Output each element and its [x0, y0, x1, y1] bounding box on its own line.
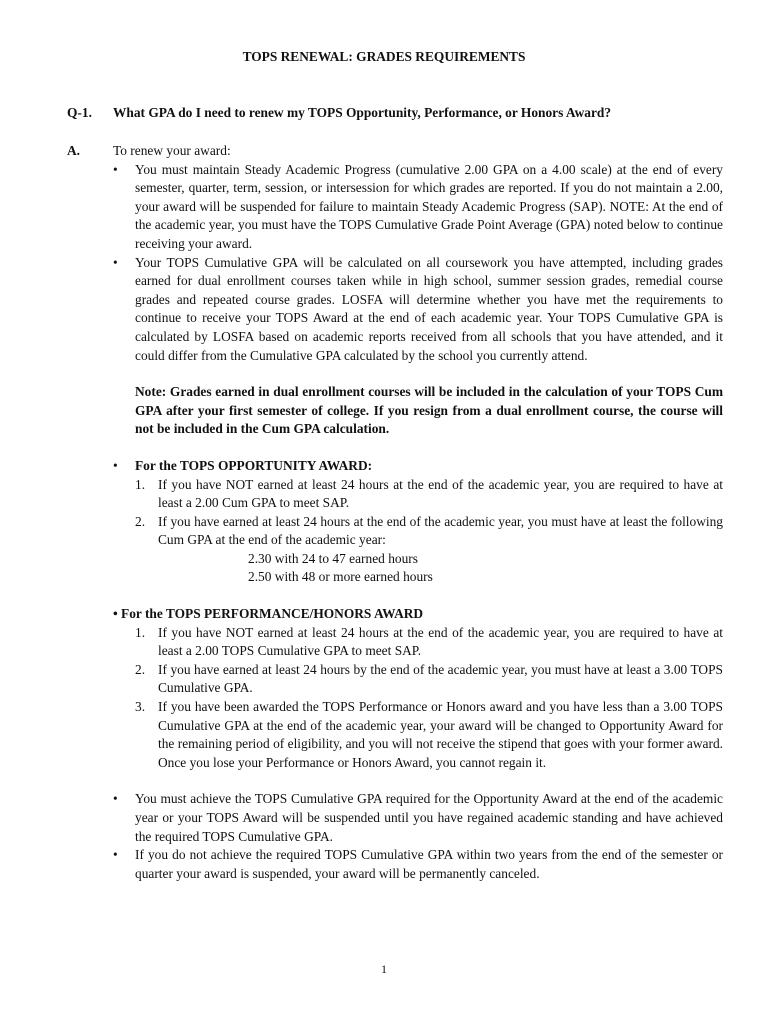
- dual-enrollment-note: Note: Grades earned in dual enrollment courses will be included in the calculation of your TOPS Cum GPA after your first semester of college. If you resign from a dual enrollment course, the course will not be included in the Cum GPA calculation.: [135, 384, 723, 437]
- page-title: TOPS RENEWAL: GRADES REQUIREMENTS: [242, 49, 526, 64]
- item-number: 1.: [135, 624, 146, 640]
- bullet-text: You must achieve the TOPS Cumulative GPA required for the Opportunity Award at the end of the academic year or your TOPS Award will be suspended until you have regained academic standing and have achieved the required TOPS Cumulative GPA.: [135, 791, 723, 844]
- answer-label: A.: [67, 143, 81, 158]
- answer-intro: To renew your award:: [113, 143, 231, 158]
- item-text: If you have earned at least 24 hours at the end of the academic year, you must have at least the following Cum GPA at the end of the academic year:: [158, 513, 723, 548]
- list-item: [113, 698, 723, 772]
- list-item: [113, 790, 723, 846]
- list-item: [113, 476, 723, 513]
- item-number: 1.: [135, 476, 146, 492]
- item-number: 2.: [135, 661, 146, 677]
- item-text: If you have earned at least 24 hours by the end of the academic year, you must have at least a 3.00 TOPS Cumulative GPA.: [158, 661, 723, 696]
- question-text: What GPA do I need to renew my TOPS Opportunity, Performance, or Honors Award?: [113, 105, 612, 120]
- list-item: [113, 661, 723, 698]
- item-number: 3.: [135, 699, 146, 715]
- bullet-text: Your TOPS Cumulative GPA will be calculated on all coursework you have attempted, including grades earned for dual enrollment courses taken while in high school, summer session grades, remedial course grades and repeated course grades. LOSFA will determine whether you have met the requirements to continue to receive your TOPS Award at the end of each academic year. Your TOPS Cumulative GPA is calculated by LOSFA based on academic reports received from all schools that you have attended, and it could differ from the Cumulative GPA calculated by the school you currently attend.: [135, 254, 723, 363]
- list-item: [113, 624, 723, 661]
- performance-section: [113, 605, 723, 772]
- item-text: If you have NOT earned at least 24 hours at the end of the academic year, you are required to have at least a 2.00 TOPS Cumulative GPA to meet SAP.: [158, 624, 723, 659]
- opportunity-section: [113, 457, 723, 587]
- opportunity-list: [113, 476, 723, 550]
- bullet-text: If you do not achieve the required TOPS Cumulative GPA within two years from the end of the semester or quarter your award is suspended, your award will be permanently canceled.: [135, 847, 723, 881]
- bullet-icon: •: [113, 791, 118, 807]
- list-item: [113, 254, 723, 366]
- opportunity-heading: [113, 457, 723, 476]
- bullet-icon: •: [113, 847, 118, 863]
- bullet-icon: •: [113, 457, 118, 473]
- performance-heading: • For the TOPS PERFORMANCE/HONORS AWARD: [113, 606, 424, 622]
- list-item: [113, 846, 723, 883]
- item-text: If you have NOT earned at least 24 hours at the end of the academic year, you are required to have at least a 2.00 Cum GPA to meet SAP.: [158, 476, 723, 511]
- bullet-icon: •: [113, 254, 118, 270]
- gpa-requirement: 2.30 with 24 to 47 earned hours: [248, 550, 418, 566]
- item-text: If you have been awarded the TOPS Performance or Honors award and you have less than a 3.00 TOPS Cumulative GPA at the end of the academic year, your award will be changed to Opportunity Award for the remaining period of eligibility, and you will not receive the stipend that goes with your former award. Once you lose your Performance or Honors Award, you cannot regain it.: [158, 699, 723, 770]
- opportunity-heading-text: For the TOPS OPPORTUNITY AWARD:: [135, 457, 373, 473]
- closing-bullets: [113, 790, 723, 883]
- page-number: 1: [381, 962, 387, 976]
- performance-list: [113, 624, 723, 773]
- gpa-requirement: 2.50 with 48 or more earned hours: [248, 569, 433, 585]
- list-item: [113, 161, 723, 254]
- bullet-icon: •: [113, 161, 118, 177]
- list-item: [113, 513, 723, 550]
- item-number: 2.: [135, 513, 146, 529]
- bullet-text: You must maintain Steady Academic Progress (cumulative 2.00 GPA on a 4.00 scale) at the end of every semester, quarter, term, session, or intersession for which grades are reported. If you do not maintain a 2.00, your award will be suspended for failure to maintain Steady Academic Progress (SAP). NOTE: At the end of the academic year, you must have the TOPS Cumulative Grade Point Average (GPA) noted below to continue receiving your award.: [135, 161, 723, 251]
- answer-content: [113, 142, 723, 883]
- question-number: Q-1.: [67, 105, 92, 120]
